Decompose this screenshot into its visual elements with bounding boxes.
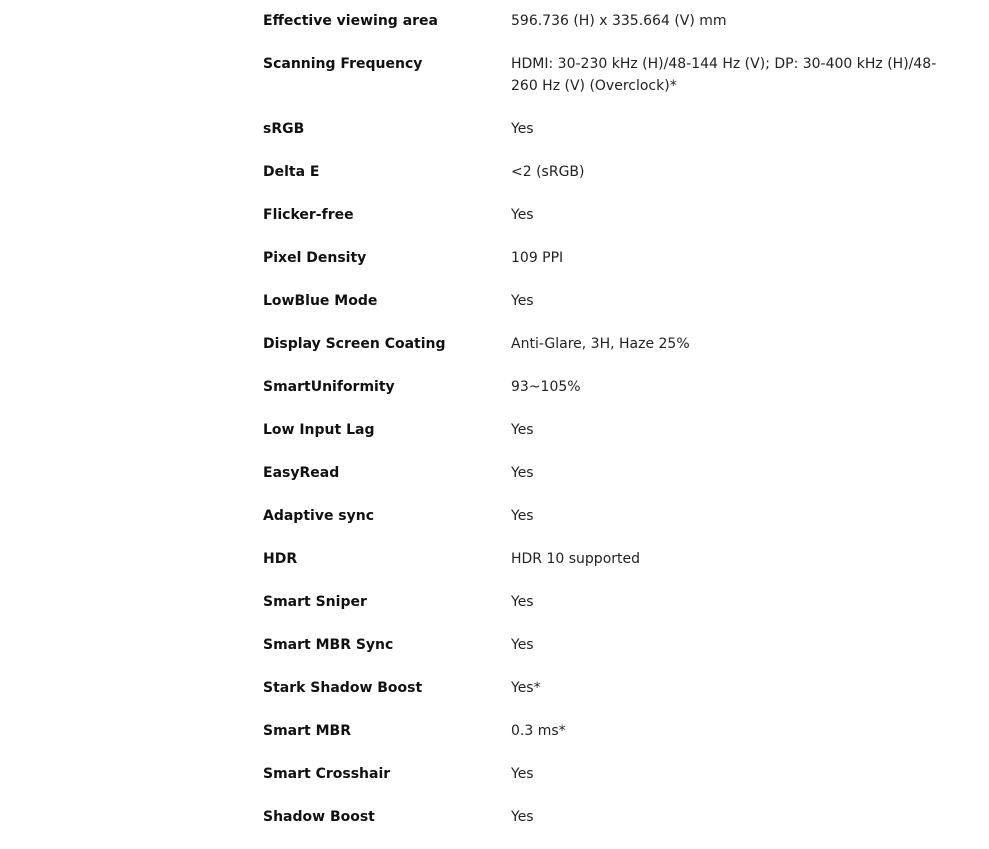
spec-value: Yes	[511, 121, 534, 137]
spec-row-smart-sniper	[263, 591, 953, 613]
spec-value: Anti-Glare, 3H, Haze 25%	[511, 336, 690, 352]
spec-row-adaptive-sync	[263, 505, 953, 527]
spec-label: SmartUniformity	[263, 379, 395, 395]
spec-label: Display Screen Coating	[263, 336, 446, 352]
spec-value: HDR 10 supported	[511, 551, 641, 567]
spec-row-smart-mbr	[263, 720, 953, 742]
spec-row-smart-mbr-sync	[263, 634, 953, 656]
specifications-table	[263, 10, 953, 849]
spec-row-delta-e	[263, 161, 953, 183]
spec-label: Low Input Lag	[263, 422, 375, 438]
spec-label: Smart MBR Sync	[263, 637, 394, 653]
spec-row-hdr	[263, 548, 953, 570]
spec-label: Adaptive sync	[263, 508, 375, 524]
spec-value: Yes	[511, 637, 534, 653]
spec-value: Yes	[511, 207, 534, 223]
spec-value: Yes*	[511, 680, 541, 696]
spec-row-srgb	[263, 118, 953, 140]
spec-row-shadow-boost	[263, 806, 953, 828]
spec-label: Effective viewing area	[263, 13, 438, 29]
spec-row-lowblue-mode	[263, 290, 953, 312]
spec-row-stark-shadow-boost	[263, 677, 953, 699]
spec-row-flicker-free	[263, 204, 953, 226]
spec-row-display-screen-coating	[263, 333, 953, 355]
spec-value: Yes	[511, 594, 534, 610]
spec-value: 0.3 ms*	[511, 723, 566, 739]
spec-row-smartuniformity	[263, 376, 953, 398]
spec-label: Smart MBR	[263, 723, 351, 739]
spec-value: 596.736 (H) x 335.664 (V) mm	[511, 13, 727, 29]
spec-value: Yes	[511, 766, 534, 782]
spec-label: Pixel Density	[263, 250, 367, 266]
spec-row-easyread	[263, 462, 953, 484]
spec-label: Smart Crosshair	[263, 766, 391, 782]
spec-value: Yes	[511, 465, 534, 481]
spec-row-low-input-lag	[263, 419, 953, 441]
spec-label: Scanning Frequency	[263, 56, 423, 72]
spec-label: EasyRead	[263, 465, 340, 481]
spec-value: Yes	[511, 809, 534, 825]
spec-value: HDMI: 30-230 kHz (H)/48-144 Hz (V); DP: 30-400 kHz (H)/48-260 Hz (V) (Overclock)*	[511, 56, 937, 94]
spec-label: Smart Sniper	[263, 594, 367, 610]
spec-label: Flicker-free	[263, 207, 354, 223]
spec-row-smart-crosshair	[263, 763, 953, 785]
spec-label: LowBlue Mode	[263, 293, 378, 309]
spec-row-effective-viewing-area	[263, 10, 953, 32]
spec-value: <2 (sRGB)	[511, 164, 585, 180]
spec-row-pixel-density	[263, 247, 953, 269]
spec-value: Yes	[511, 508, 534, 524]
spec-label: Stark Shadow Boost	[263, 680, 423, 696]
spec-value: Yes	[511, 293, 534, 309]
spec-label: sRGB	[263, 121, 305, 137]
spec-label: Delta E	[263, 164, 320, 180]
spec-row-scanning-frequency	[263, 53, 953, 97]
spec-label: HDR	[263, 551, 298, 567]
spec-value: 93~105%	[511, 379, 581, 395]
spec-value: Yes	[511, 422, 534, 438]
spec-label: Shadow Boost	[263, 809, 375, 825]
spec-value: 109 PPI	[511, 250, 564, 266]
